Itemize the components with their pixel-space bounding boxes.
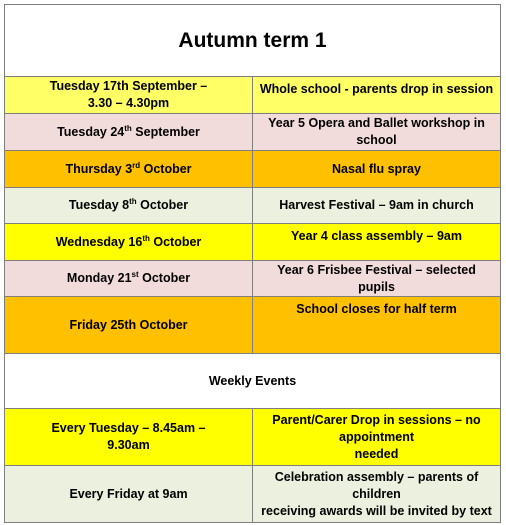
event-date-ordinal: th bbox=[124, 123, 132, 133]
weekly-date-cell bbox=[5, 466, 253, 523]
event-date-suffix: October bbox=[136, 198, 189, 212]
weekly-description-cell bbox=[253, 466, 501, 523]
weekly-date: Every Friday at 9am bbox=[69, 486, 188, 501]
event-date-line: 3.30 – 4.30pm bbox=[87, 96, 170, 110]
event-date-suffix: October bbox=[140, 161, 192, 176]
event-date-cell bbox=[5, 297, 253, 354]
event-description-cell bbox=[253, 188, 501, 224]
table-title bbox=[5, 5, 501, 77]
table-row bbox=[5, 114, 501, 151]
event-description: Year 6 Frisbee Festival – selected pupils bbox=[277, 262, 476, 294]
event-description: Harvest Festival – 9am in church bbox=[279, 198, 474, 212]
event-date-suffix: October bbox=[149, 234, 202, 249]
event-date-prefix: Monday 21 bbox=[66, 271, 132, 285]
event-date-cell bbox=[5, 224, 253, 261]
event-date-ordinal: rd bbox=[132, 160, 141, 170]
weekly-description-line: receiving awards will be invited by text bbox=[261, 503, 492, 518]
autumn-term-table bbox=[4, 4, 501, 523]
section-row bbox=[5, 354, 501, 409]
weekly-description-line: Celebration assembly – parents of children bbox=[274, 469, 479, 501]
event-date-prefix: Wednesday 16 bbox=[55, 234, 143, 249]
event-description: Nasal flu spray bbox=[332, 161, 421, 176]
event-date: Friday 25th October bbox=[69, 317, 188, 332]
event-date-cell bbox=[5, 188, 253, 224]
event-date-prefix: Thursday 3 bbox=[65, 161, 133, 176]
weekly-date-line: 9.30am bbox=[107, 438, 150, 452]
event-description: Whole school - parents drop in session bbox=[259, 82, 494, 96]
event-description: School closes for half term bbox=[296, 302, 457, 316]
event-description: Year 4 class assembly – 9am bbox=[291, 229, 462, 243]
event-date-prefix: Tuesday 8 bbox=[68, 198, 130, 212]
table-row bbox=[5, 466, 501, 523]
event-description-cell bbox=[253, 114, 501, 151]
event-date-cell bbox=[5, 114, 253, 151]
event-date-cell bbox=[5, 151, 253, 188]
event-date-prefix: Tuesday 24 bbox=[57, 124, 125, 139]
table-row bbox=[5, 261, 501, 297]
event-description-cell bbox=[253, 261, 501, 297]
weekly-description-line: needed bbox=[354, 446, 399, 461]
table-row bbox=[5, 224, 501, 261]
weekly-date-line: Every Tuesday – 8.45am – bbox=[51, 421, 206, 435]
event-date-ordinal: th bbox=[129, 196, 137, 206]
event-date-suffix: September bbox=[131, 124, 200, 139]
title-row bbox=[5, 5, 501, 77]
table-row bbox=[5, 77, 501, 114]
event-description: Year 5 Opera and Ballet workshop in school bbox=[268, 116, 485, 147]
section-heading bbox=[5, 354, 501, 409]
event-date-line: Tuesday 17th September – bbox=[49, 79, 208, 93]
weekly-description-cell bbox=[253, 409, 501, 466]
event-date-cell bbox=[5, 77, 253, 114]
event-description-cell bbox=[253, 297, 501, 354]
event-description-cell bbox=[253, 151, 501, 188]
table-title-text: Autumn term 1 bbox=[178, 29, 327, 52]
event-date-ordinal: st bbox=[131, 269, 139, 279]
weekly-description-line: Parent/Carer Drop in sessions – no appointment bbox=[272, 412, 481, 444]
table-row bbox=[5, 297, 501, 354]
table-row bbox=[5, 151, 501, 188]
event-date-ordinal: th bbox=[142, 233, 150, 243]
section-heading-text: Weekly Events bbox=[208, 373, 297, 388]
event-description-cell bbox=[253, 224, 501, 261]
table-row bbox=[5, 409, 501, 466]
event-date-cell bbox=[5, 261, 253, 297]
event-date-suffix: October bbox=[138, 271, 191, 285]
event-description-cell bbox=[253, 77, 501, 114]
table-row bbox=[5, 188, 501, 224]
weekly-date-cell bbox=[5, 409, 253, 466]
